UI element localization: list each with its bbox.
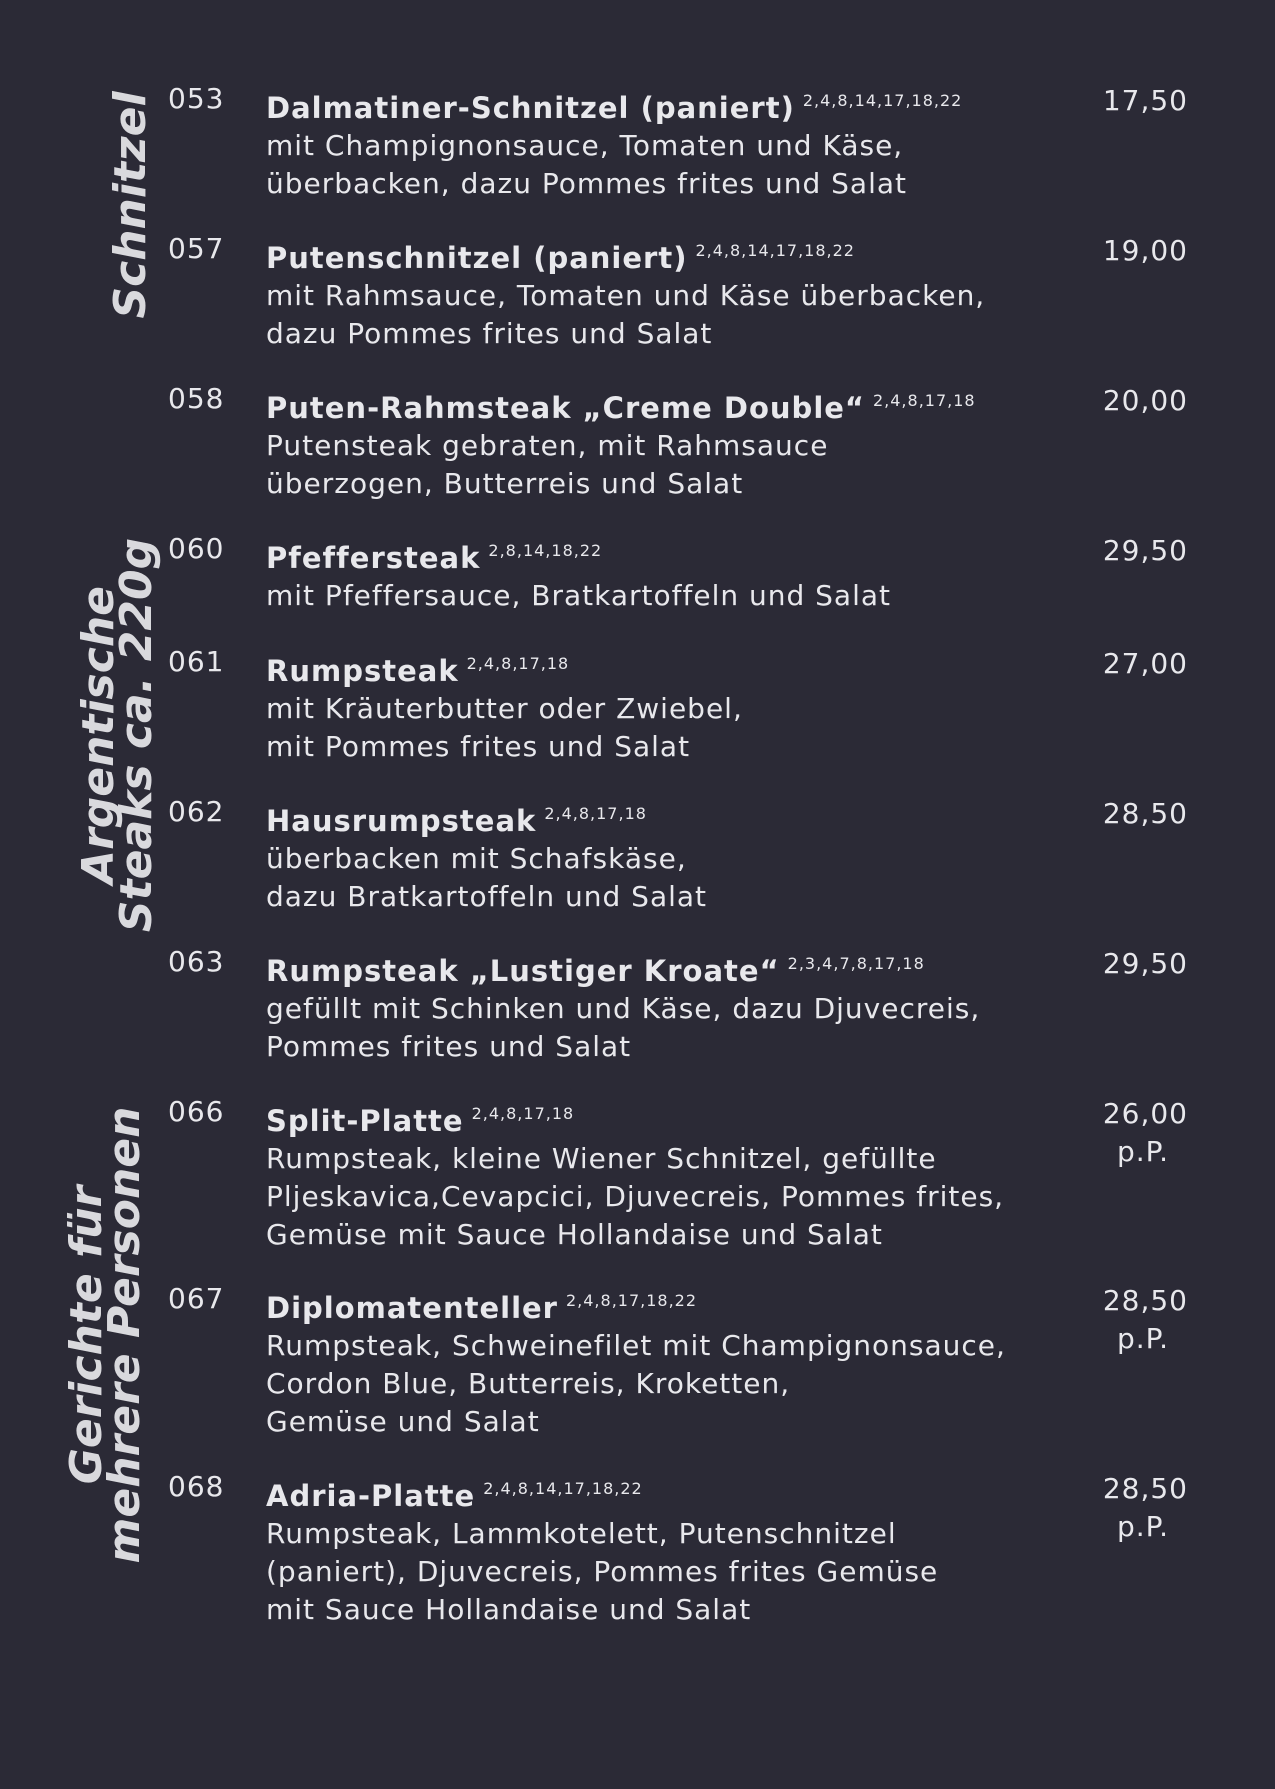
item-body: [266, 795, 1066, 916]
item-title-row: [266, 232, 1066, 277]
item-name: Rumpsteak: [266, 654, 459, 688]
item-price: 20,00: [1102, 384, 1188, 417]
item-title-row: [266, 532, 1066, 577]
allergen-codes: 2,4,8,14,17,18,22: [483, 1479, 643, 1498]
item-description-line: gefüllt mit Schinken und Käse, dazu Djuvecreis,: [266, 992, 981, 1025]
item-title-row: [266, 382, 1066, 427]
item-title-row: [266, 945, 1066, 990]
item-description-line: Pljeskavica,Cevapcici, Djuvecreis, Pommes frites,: [266, 1180, 1005, 1213]
item-description-line: mit Pfeffersauce, Bratkartoffeln und Salat: [266, 579, 892, 612]
item-number: 068: [168, 1470, 225, 1503]
item-number: 062: [168, 795, 225, 828]
item-number: 060: [168, 532, 225, 565]
item-description-line: überzogen, Butterreis und Salat: [266, 467, 744, 500]
item-number: 053: [168, 82, 225, 115]
item-price: 26,00: [1102, 1097, 1188, 1130]
allergen-codes: 2,4,8,17,18: [466, 654, 570, 673]
item-description-line: überbacken mit Schafskäse,: [266, 842, 687, 875]
item-name: Hausrumpsteak: [266, 804, 537, 838]
allergen-codes: 2,4,8,14,17,18,22: [802, 91, 963, 110]
item-title-row: [266, 645, 1066, 690]
item-price: 19,00: [1102, 234, 1188, 267]
item-price: 27,00: [1102, 647, 1188, 680]
item-name: Pfeffersteak: [266, 541, 481, 575]
item-price-block: [1068, 382, 1188, 420]
item-body: [266, 1470, 1066, 1629]
item-description-line: Putensteak gebraten, mit Rahmsauce: [266, 429, 829, 462]
item-name: Diplomatenteller: [266, 1291, 558, 1325]
allergen-codes: 2,8,14,18,22: [488, 541, 603, 560]
item-body: [266, 1095, 1066, 1254]
item-title-row: [266, 82, 1066, 127]
section-title-line: Argentische: [73, 586, 124, 884]
item-price-block: [1068, 1095, 1188, 1171]
item-description-line: Cordon Blue, Butterreis, Kroketten,: [266, 1367, 791, 1400]
item-description-line: Rumpsteak, kleine Wiener Schnitzel, gefüllte: [266, 1142, 937, 1175]
item-description-line: mit Kräuterbutter oder Zwiebel,: [266, 692, 743, 725]
item-description-line: mit Champignonsauce, Tomaten und Käse,: [266, 129, 904, 162]
item-description-line: mit Sauce Hollandaise und Salat: [266, 1593, 752, 1626]
item-description-line: Gemüse und Salat: [266, 1405, 540, 1438]
item-number: 061: [168, 645, 225, 678]
item-number: 057: [168, 232, 225, 265]
item-price: 29,50: [1102, 947, 1188, 980]
item-description-line: dazu Bratkartoffeln und Salat: [266, 880, 708, 913]
item-body: [266, 232, 1066, 353]
item-price-block: [1068, 1470, 1188, 1546]
item-body: [266, 1282, 1066, 1441]
item-body: [266, 532, 1066, 615]
item-title-row: [266, 1095, 1066, 1140]
allergen-codes: 2,4,8,17,18: [544, 804, 647, 823]
allergen-codes: 2,3,4,7,8,17,18: [787, 954, 925, 973]
item-price: 17,50: [1102, 84, 1188, 117]
item-price-block: [1068, 82, 1188, 120]
item-title-row: [266, 1282, 1066, 1327]
item-description-line: Rumpsteak, Schweinefilet mit Champignonsauce,: [266, 1329, 1006, 1362]
item-name: Putenschnitzel (paniert): [266, 241, 688, 275]
allergen-codes: 2,4,8,17,18: [471, 1104, 575, 1123]
item-number: 067: [168, 1282, 225, 1315]
item-body: [266, 645, 1066, 766]
price-unit: p.P.: [1116, 1135, 1170, 1168]
item-description-line: mit Rahmsauce, Tomaten und Käse überbacken,: [266, 279, 986, 312]
item-price-block: [1068, 232, 1188, 270]
item-price: 29,50: [1102, 534, 1188, 567]
item-body: [266, 82, 1066, 203]
item-number: 058: [168, 382, 225, 415]
item-name: Adria-Platte: [266, 1479, 476, 1513]
item-body: [266, 945, 1066, 1066]
price-unit: p.P.: [1116, 1510, 1170, 1543]
price-unit: p.P.: [1116, 1322, 1170, 1355]
item-title-row: [266, 1470, 1066, 1515]
item-name: Puten-Rahmsteak „Creme Double“: [266, 391, 865, 425]
item-name: Dalmatiner-Schnitzel (paniert): [266, 91, 795, 125]
item-description-line: Pommes frites und Salat: [266, 1030, 632, 1063]
item-name: Rumpsteak „Lustiger Kroate“: [266, 954, 780, 988]
item-description-line: (paniert), Djuvecreis, Pommes frites Gemüse: [266, 1555, 939, 1588]
item-body: [266, 382, 1066, 503]
item-description-line: dazu Pommes frites und Salat: [266, 317, 713, 350]
item-price-block: [1068, 645, 1188, 683]
item-price: 28,50: [1102, 1472, 1188, 1505]
item-description-line: Rumpsteak, Lammkotelett, Putenschnitzel: [266, 1517, 897, 1550]
item-description-line: überbacken, dazu Pommes frites und Salat: [266, 167, 907, 200]
section-title-line: Gerichte für: [61, 1185, 112, 1485]
item-price-block: [1068, 945, 1188, 983]
item-number: 063: [168, 945, 225, 978]
item-name: Split-Platte: [266, 1104, 464, 1138]
item-price: 28,50: [1102, 1284, 1188, 1317]
item-price-block: [1068, 1282, 1188, 1358]
item-price-block: [1068, 795, 1188, 833]
section-title-line: Schnitzel: [105, 91, 156, 319]
item-price: 28,50: [1102, 797, 1188, 830]
item-title-row: [266, 795, 1066, 840]
item-description-line: mit Pommes frites und Salat: [266, 730, 691, 763]
item-price-block: [1068, 532, 1188, 570]
allergen-codes: 2,4,8,14,17,18,22: [695, 241, 855, 260]
allergen-codes: 2,4,8,17,18: [872, 391, 976, 410]
section-title-line: mehrere Personen: [99, 1106, 150, 1564]
item-number: 066: [168, 1095, 225, 1128]
section-title-line: Steaks ca. 220g: [111, 537, 162, 933]
item-description-line: Gemüse mit Sauce Hollandaise und Salat: [266, 1218, 883, 1251]
allergen-codes: 2,4,8,17,18,22: [565, 1291, 698, 1310]
